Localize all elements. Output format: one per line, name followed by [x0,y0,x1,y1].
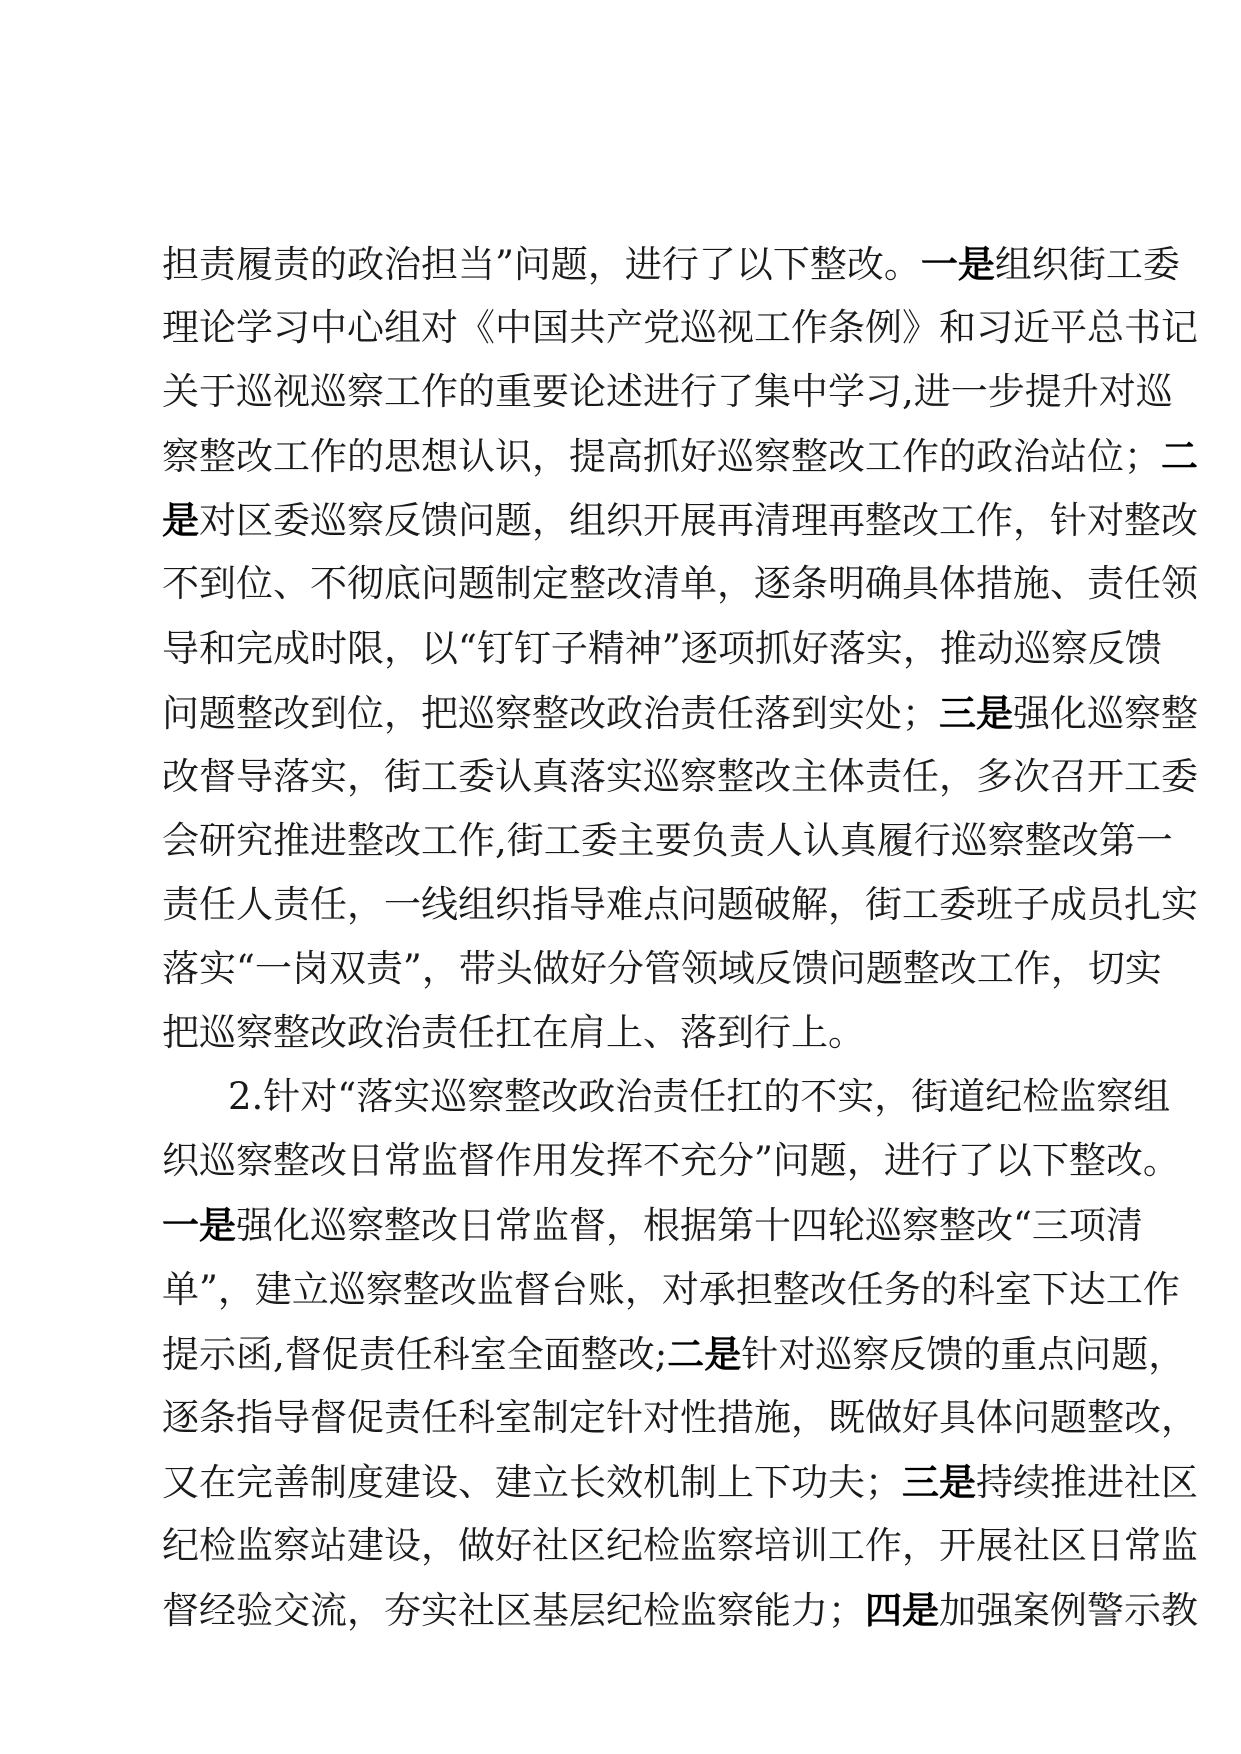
text-segment: 又在完善制度建设、建立长效机制上下功夫； [162,1460,902,1504]
text-segment: 责任人责任，一线组织指导难点问题破解，街工委班子成员扎实 [162,882,1198,926]
text-segment: 改督导落实，街工委认真落实巡察整改主体责任，多次召开工委 [162,754,1198,798]
text-segment: 担责履责的政治担当”问题，进行了以下整改。 [162,243,921,286]
text-line [162,1578,1198,1642]
bold-ordinal: 是 [162,498,199,543]
text-line [162,296,1198,360]
text-line [162,1322,1186,1386]
text-segment: 问题整改到位，把巡察整改政治责任落到实处； [162,691,939,735]
text-segment: 持续推进社区 [976,1460,1198,1504]
text-line [162,1129,1180,1193]
text-line [162,745,1198,809]
text-line [162,1001,1080,1065]
text-segment: 2.针对“落实巡察整改政治责任扛的不实，街道纪检监察组 [228,1075,1171,1119]
text-segment: 理论学习中心组对《中国共产党巡视工作条例》和习近平总书记 [162,306,1198,350]
text-segment: 不到位、不彻底问题制定整改清单，逐条明确具体措施、责任领 [162,562,1198,606]
bold-ordinal: 一是 [920,242,995,286]
body-text [162,232,1198,1642]
text-line [162,424,1198,488]
bold-ordinal: 一是 [162,1203,236,1248]
text-segment: 把巡察整改政治责任扛在肩上、落到行上。 [162,1011,865,1055]
bold-ordinal: 三是 [939,690,1013,735]
text-line [162,552,1198,616]
text-line [162,360,1173,424]
text-segment: 落实“一岗双责”，带头做好分管领域反馈问题整改工作，切实 [162,947,1162,991]
text-segment: 督经验交流，夯实社区基层纪检监察能力； [162,1588,865,1632]
text-line [162,681,1198,745]
text-segment: 织巡察整改日常监督作用发挥不充分”问题，进行了以下整改。 [162,1139,1180,1183]
text-segment: 会研究推进整改工作,街工委主要负责人认真履行巡察整改第一 [162,818,1173,862]
text-line [162,617,1162,681]
text-segment: 提示函,督促责任科室全面整改; [162,1332,668,1376]
text-line [162,1065,1171,1129]
text-line [162,232,1180,296]
text-line [162,1450,1198,1514]
text-line [162,809,1173,873]
text-segment: 针对巡察反馈的重点问题， [741,1332,1186,1376]
text-segment: 加强案例警示教 [939,1588,1198,1632]
text-segment: 察整改工作的思想认识，提高抓好巡察整改工作的政治站位； [162,435,1161,479]
text-segment: 组织街工委 [994,243,1180,286]
text-segment: 强化巡察整改日常监督，根据第十四轮巡察整改“三项清 [236,1204,1143,1248]
bold-ordinal: 四是 [865,1587,939,1632]
text-segment: 单”，建立巡察整改监督台账，对承担整改任务的科室下达工作 [162,1267,1180,1311]
bold-ordinal: 三是 [902,1459,976,1504]
text-line [162,1193,1143,1257]
bold-ordinal: 二 [1161,434,1198,479]
text-segment: 对区委巡察反馈问题，组织开展再清理再整改工作，针对整改 [199,499,1198,543]
text-segment: 逐条指导督促责任科室制定针对性措施，既做好具体问题整改， [162,1395,1198,1439]
text-line [162,873,1198,937]
text-line [162,1258,1180,1322]
text-segment: 关于巡视巡察工作的重要论述进行了集中学习,进一步提升对巡 [162,370,1173,414]
text-segment: 纪检监察站建设，做好社区纪检监察培训工作，开展社区日常监 [162,1523,1198,1567]
text-segment: 导和完成时限，以“钉钉子精神”逐项抓好落实，推动巡察反馈 [162,626,1162,670]
text-line [162,937,1162,1001]
text-line [162,1514,1198,1578]
text-segment: 强化巡察整 [1013,691,1198,735]
text-line [162,488,1198,552]
bold-ordinal: 二是 [667,1331,742,1376]
text-line [162,1386,1198,1450]
